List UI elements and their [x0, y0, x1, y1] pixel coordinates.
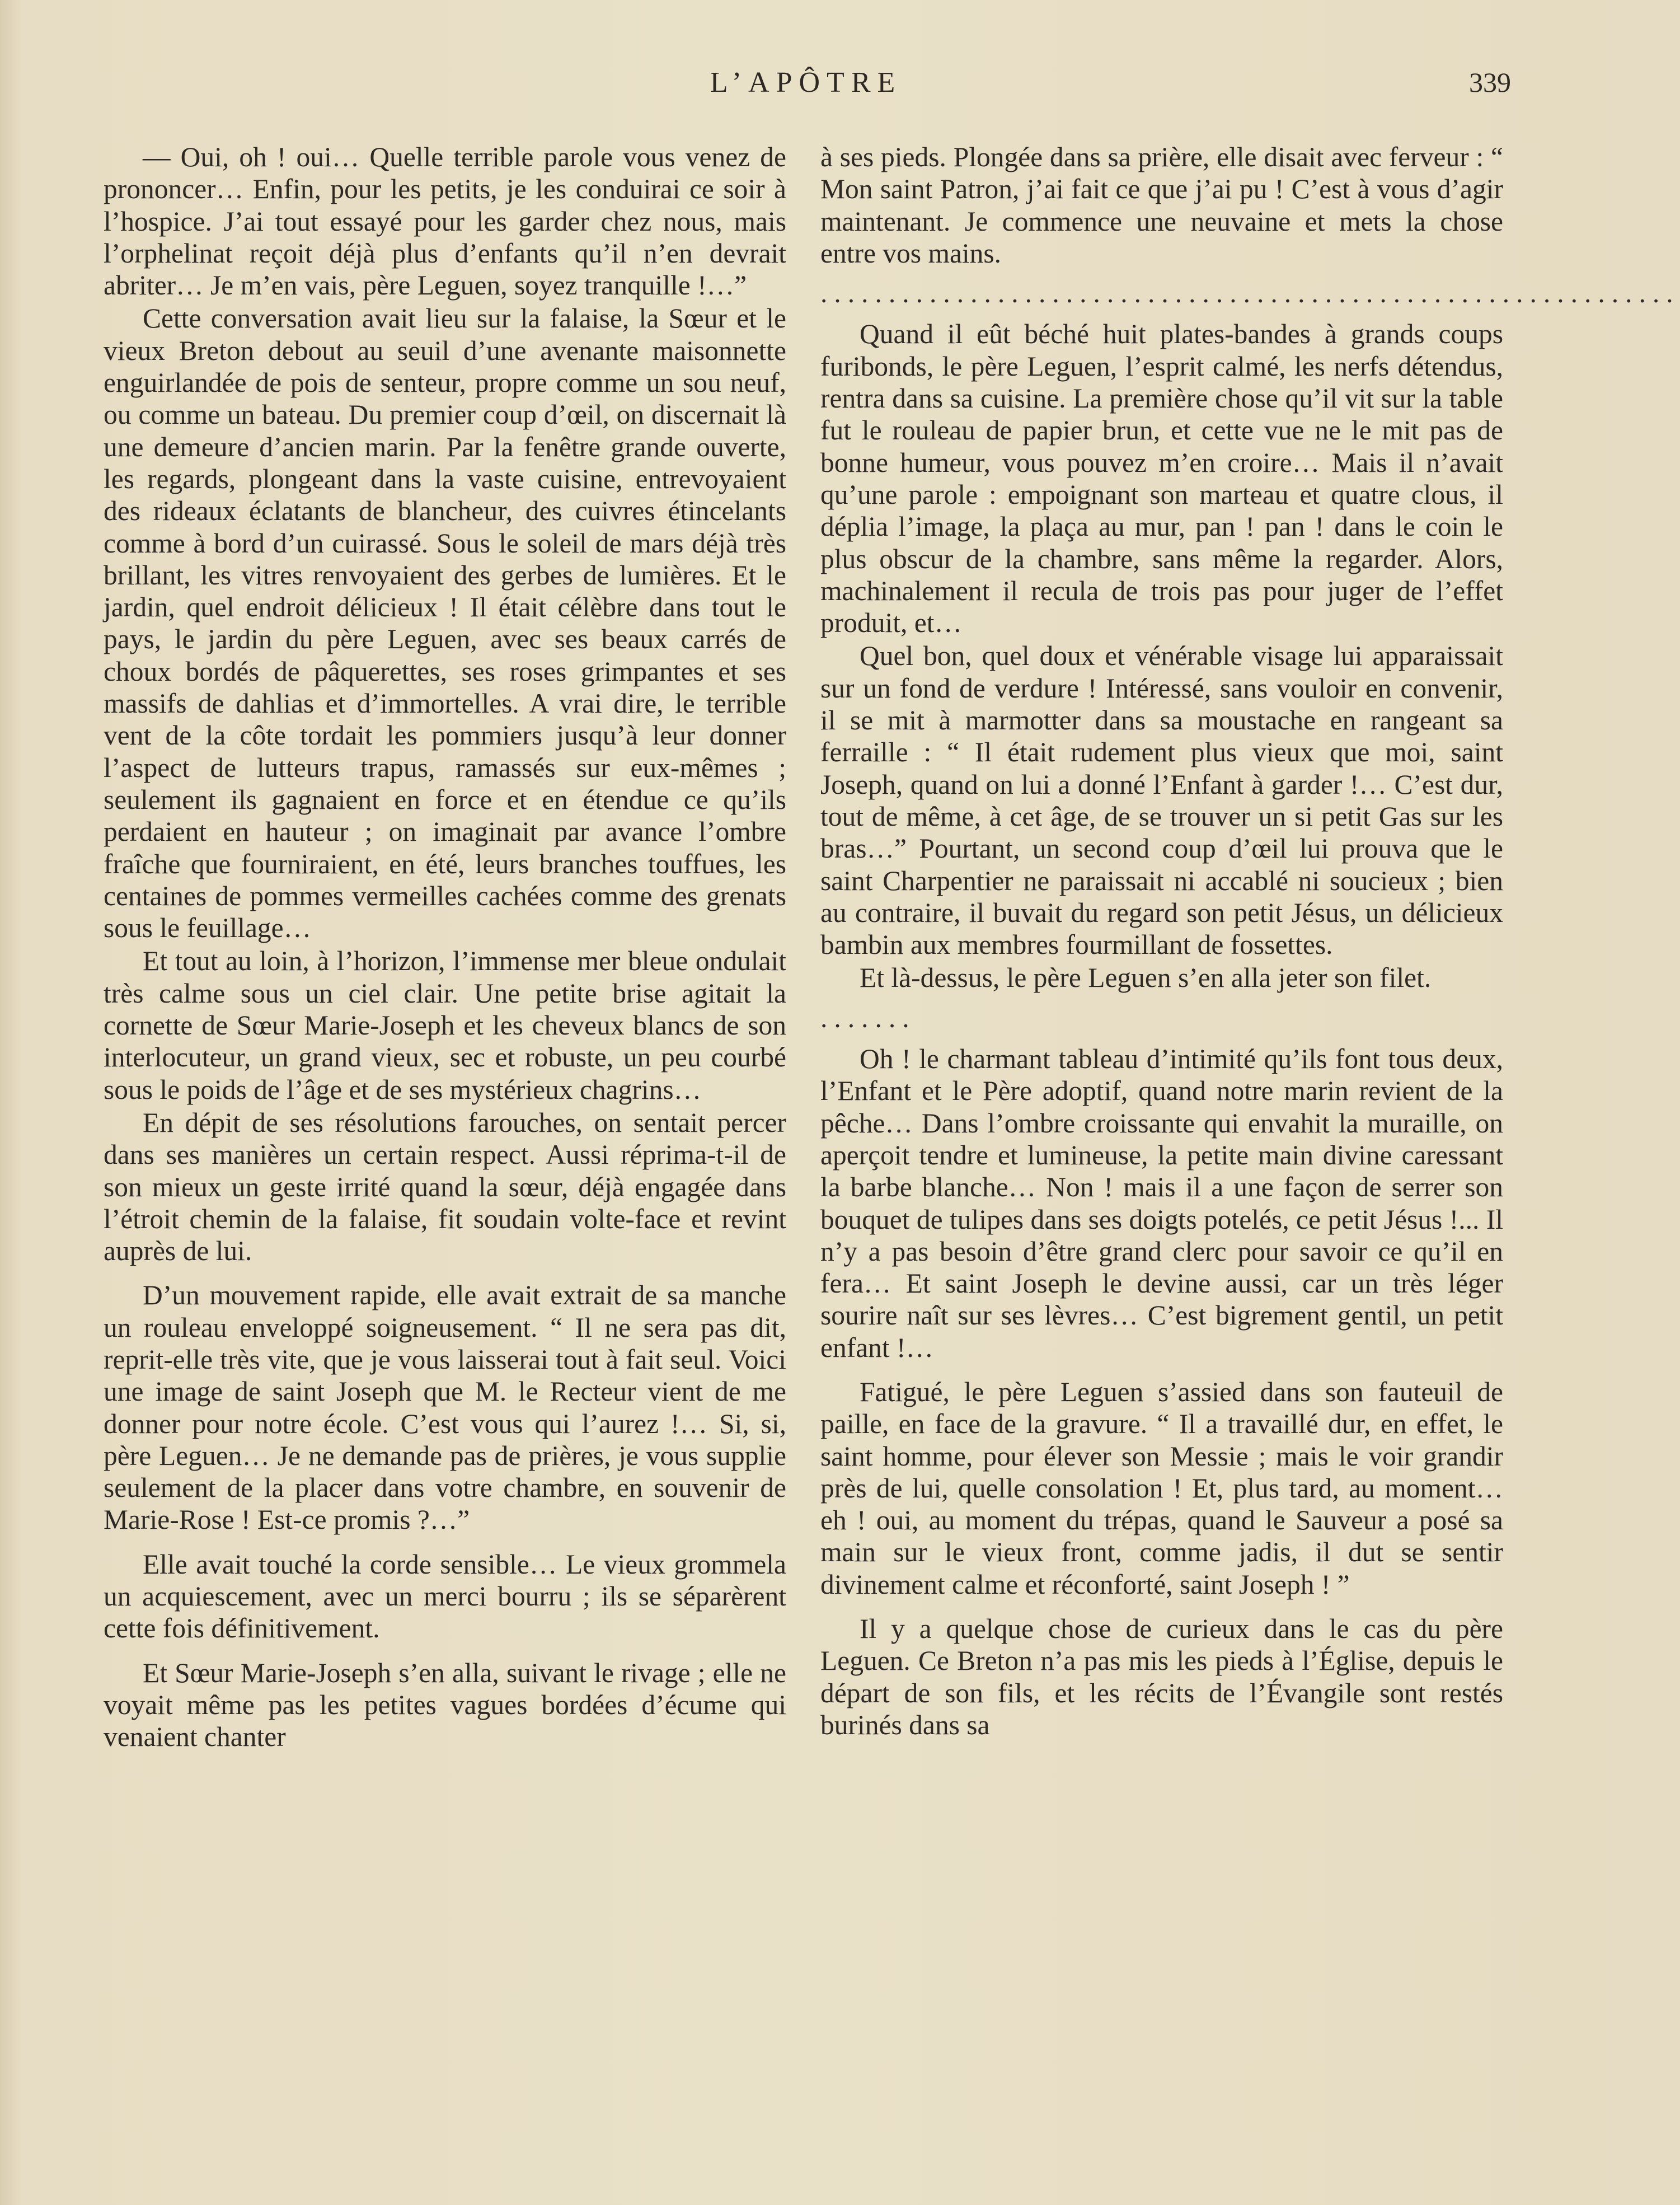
- running-title: L’APÔTRE: [710, 67, 902, 99]
- paragraph: Fatigué, le père Leguen s’assied dans son fauteuil de paille, en face de la gravure. “ Il a travaillé dur, en effet, le saint homme, pour élever son Messie ; mais le voir grandir près de lui, quelle consolation ! Et, plus tard, au moment… eh ! oui, au moment du trépas, quand le Sauveur a posé sa main sur le vieux front, comme jadis, il dut se sentir divinement calme et réconforté, saint Joseph ! ”: [820, 1376, 1503, 1600]
- paragraph: Elle avait touché la corde sensible… Le vieux grommela un acquiescement, avec un merci bourru ; ils se séparèrent cette fois définitivement.: [104, 1548, 786, 1644]
- paragraph: Quand il eût béché huit plates-bandes à grands coups furibonds, le père Leguen, l’esprit calmé, les nerfs détendus, rentra dans sa cuisine. La première chose qu’il vit sur la table fut le rouleau de papier brun, et cette vue ne le mit pas de bonne humeur, vous pouvez m’en croire… Mais il n’avait qu’une parole : empoignant son marteau et quatre clous, il déplia l’image, la plaça au mur, pan ! pan ! dans le coin le plus obscur de la chambre, sans même la regarder. Alors, machinalement il recula de trois pas pour juger de l’effet produit, et…: [820, 319, 1503, 639]
- paragraph: — Oui, oh ! oui… Quelle terrible parole vous venez de prononcer… Enfin, pour les petits, je les conduirai ce soir à l’hospice. J’ai tout essayé pour les garder chez nous, mais l’orphelinat reçoit déjà plus d’enfants qu’il n’en devrait abriter… Je m’en vais, père Leguen, soyez tranquille !…”: [104, 142, 786, 301]
- paragraph: Quel bon, quel doux et vénérable visage lui apparaissait sur un fond de verdure ! Intéressé, sans vouloir en convenir, il se mit à marmotter dans sa moustache en rangeant sa ferraille : “ Il était rudement plus vieux que moi, saint Joseph, quand on lui a donné l’Enfant à garder !… C’est dur, tout de même, à cet âge, de se trouver un si petit Gas sur les bras…” Pourtant, un second coup d’œil lui prouva que le saint Charpentier ne paraissait ni accablé ni soucieux ; bien au contraire, il buvait du regard son petit Jésus, un délicieux bambin aux membres fourmillant de fossettes.: [820, 640, 1503, 961]
- paragraph: Et tout au loin, à l’horizon, l’immense mer bleue ondulait très calme sous un ciel clair. Une petite brise agitait la cornette de Sœur Marie-Joseph et les cheveux blancs de son interlocuteur, un grand vieux, sec et robuste, un peu courbé sous le poids de l’âge et de ses mystérieux chagrins…: [104, 945, 786, 1105]
- paragraph: Cette conversation avait lieu sur la falaise, la Sœur et le vieux Breton debout au seuil d’une avenante maisonnette enguirlandée de pois de senteur, propre comme un sou neuf, ou comme un bateau. Du premier coup d’œil, on discernait là une demeure d’ancien marin. Par la fenêtre grande ouverte, les regards, plongeant dans la vaste cuisine, entrevoyaient des rideaux éclatants de blancheur, des cuivres étincelants comme à bord d’un cuirassé. Sous le soleil de mars déjà très brillant, les vitres renvoyaient des gerbes de lumières. Et le jardin, quel endroit délicieux ! Il était célèbre dans tout le pays, le jardin du père Leguen, avec ses beaux carrés de choux bordés de pâquerettes, ses roses grimpantes et ses massifs de dahlias et d’immortelles. A vrai dire, le terrible vent de la côte tordait les pommiers jusqu’à leur donner l’aspect de lutteurs trapus, ramassés sur eux-mêmes ; seulement ils gagnaient en force et en étendue ce qu’ils perdaient en hauteur ; on imaginait par avance l’ombre fraîche que fourniraient, en été, leurs branches touffues, les centaines de pommes vermeilles cachées comme des grenats sous le feuillage…: [104, 303, 786, 944]
- page-number: 339: [1469, 67, 1511, 98]
- paragraph: Oh ! le charmant tableau d’intimité qu’ils font tous deux, l’Enfant et le Père adoptif, quand notre marin revient de la pêche… Dans l’ombre croissante qui envahit la muraille, on aperçoit tendre et lumineuse, la petite main divine caressant la barbe blanche… Non ! mais il a une façon de serrer son bouquet de tulipes dans ses doigts potelés, ce petit Jésus !... Il n’y a pas besoin d’être grand clerc pour savoir ce qu’il en fera… Et saint Joseph le devine aussi, car un très léger sourire naît sur ses lèvres… C’est bigrement gentil, un petit enfant !…: [820, 1043, 1503, 1363]
- paragraph: Et Sœur Marie-Joseph s’en alla, suivant le rivage ; elle ne voyait même pas les petites vagues bordées d’écume qui venaient chanter: [104, 1657, 786, 1753]
- paragraph: à ses pieds. Plongée dans sa prière, elle disait avec ferveur : “ Mon saint Patron, j’ai fait ce que j’ai pu ! C’est à vous d’agir maintenant. Je commence une neuvaine et mets la chose entre vos mains.: [820, 142, 1503, 269]
- right-column: [820, 141, 1680, 1742]
- paragraph: Et là-dessus, le père Leguen s’en alla jeter son filet.: [860, 962, 1432, 994]
- section-break-dots: .......: [820, 1002, 916, 1033]
- page-header: [101, 66, 1511, 111]
- left-column: [104, 141, 786, 1754]
- paragraph: D’un mouvement rapide, elle avait extrait de sa manche un rouleau enveloppé soigneusement. “ Il ne sera pas dit, reprit-elle très vite, que je vous laisserai tout à fait seul. Voici une image de saint Joseph que M. le Recteur vient de me donner pour notre école. C’est vous qui l’aurez !… Si, si, père Leguen… Je ne demande pas de prières, je vous supplie seulement de la placer dans votre chambre, en souvenir de Marie-Rose ! Est-ce promis ?…”: [104, 1280, 786, 1535]
- section-break-dots: ...............................................................: [820, 278, 1680, 309]
- paragraph: En dépit de ses résolutions farouches, on sentait percer dans ses manières un certain respect. Aussi réprima-t-il de son mieux un geste irrité quand la sœur, déjà engagée dans l’étroit chemin de la falaise, fit soudain volte-face et revint auprès de lui.: [104, 1107, 786, 1267]
- paragraph: Il y a quelque chose de curieux dans le cas du père Leguen. Ce Breton n’a pas mis les pieds à l’Église, depuis le départ de son fils, et les récits de l’Évangile sont restés burinés dans sa: [820, 1613, 1503, 1740]
